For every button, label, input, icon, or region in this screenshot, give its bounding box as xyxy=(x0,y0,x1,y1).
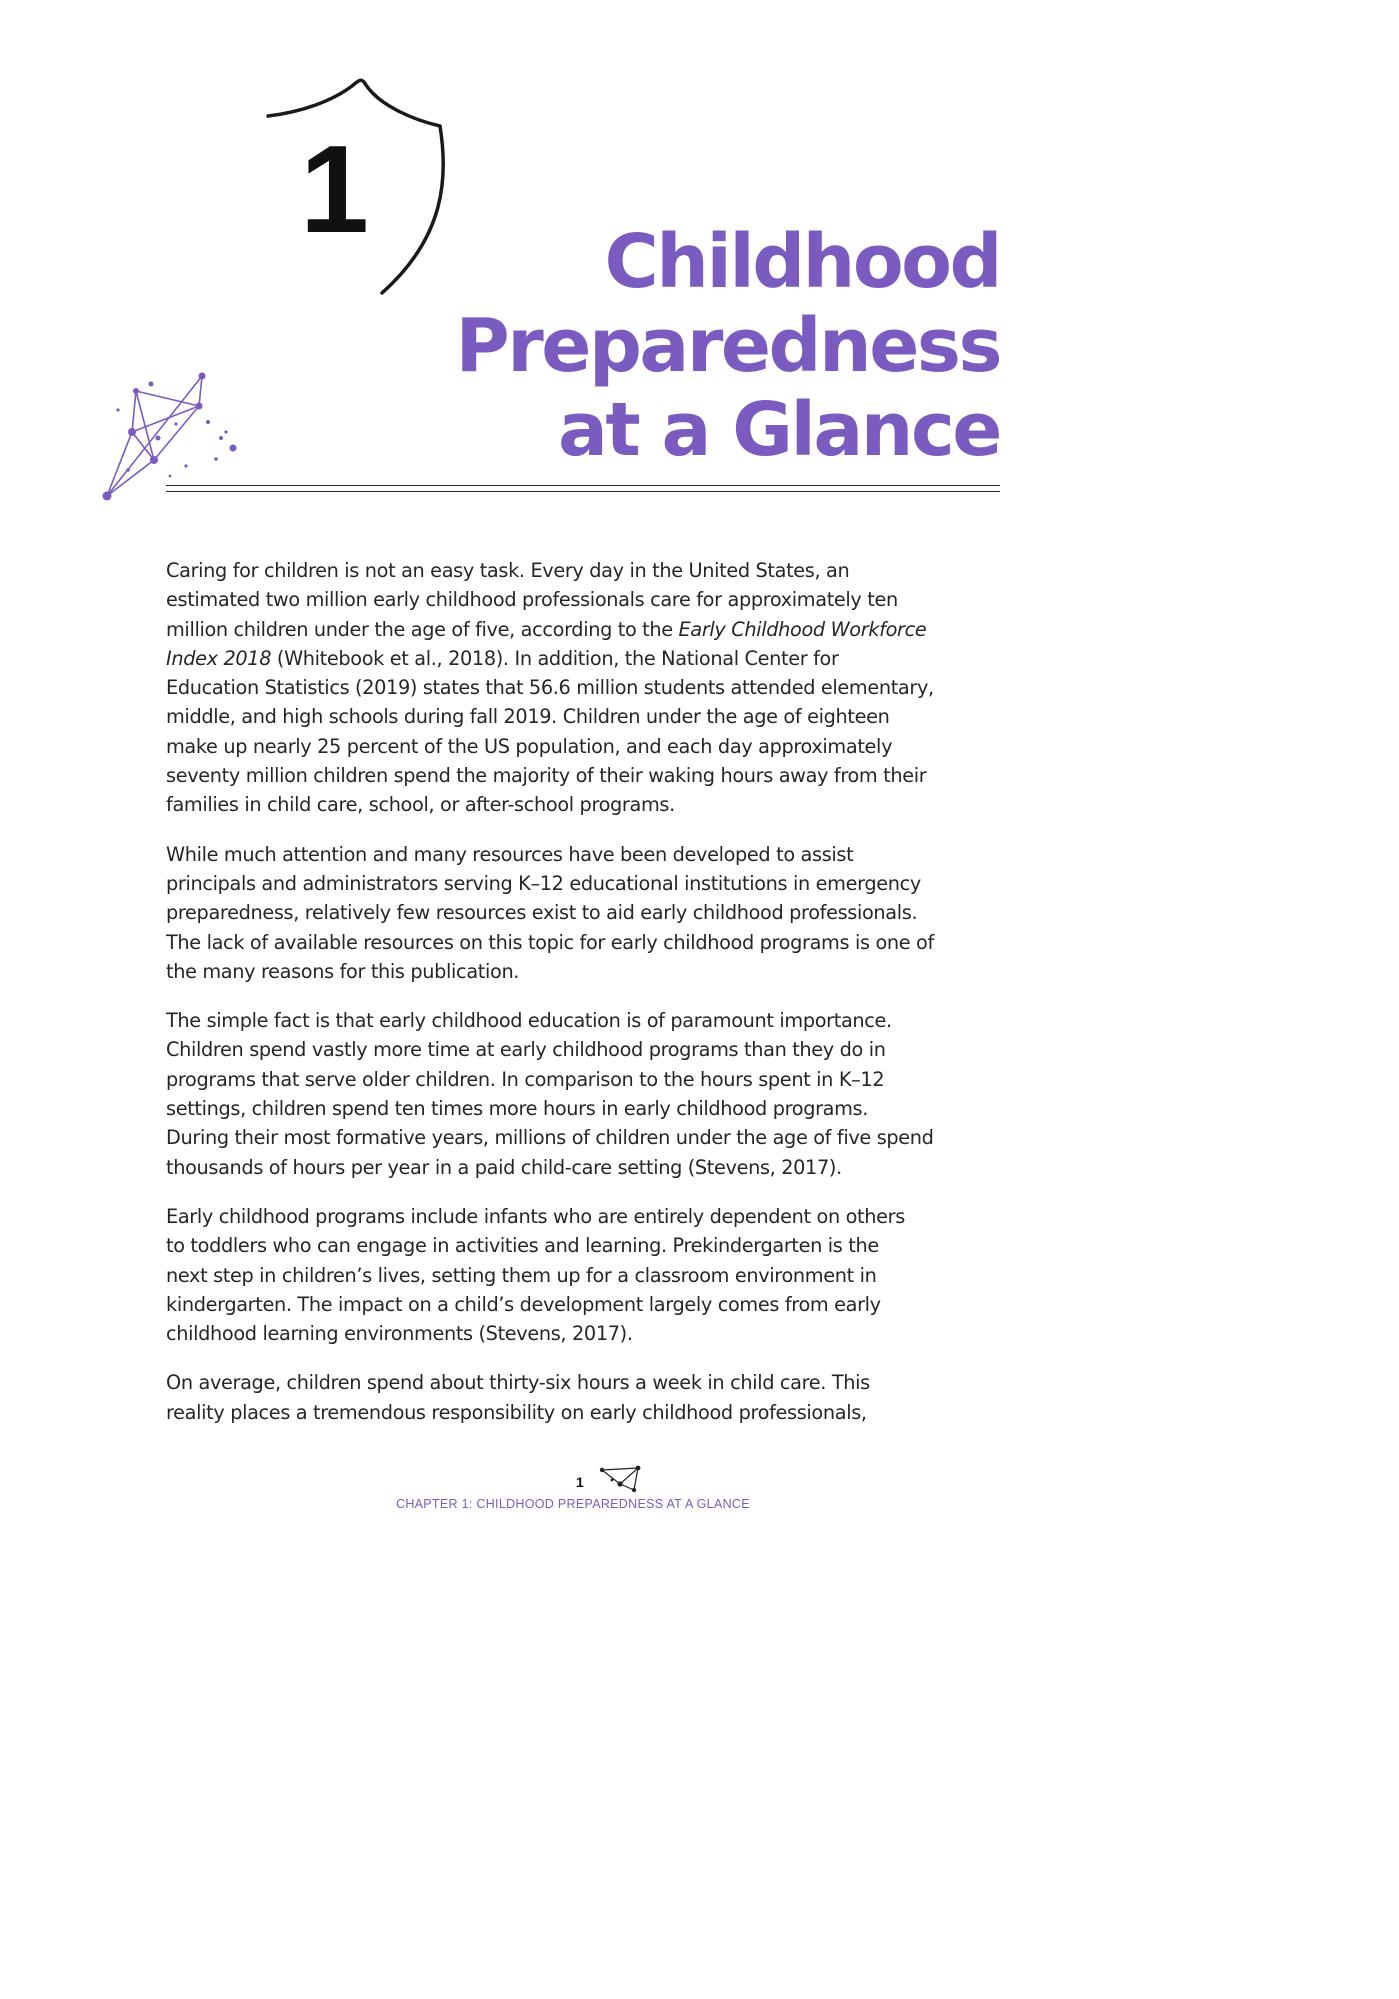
text-line: The lack of available resources on this topic for early childhood programs is one of xyxy=(166,930,934,954)
text-line: principals and administrators serving K–12 educational institutions in emergency xyxy=(166,871,921,895)
text-line: thousands of hours per year in a paid child-care setting (Stevens, 2017). xyxy=(166,1155,842,1179)
paragraph xyxy=(166,840,1008,986)
text-line: preparedness, relatively few resources exist to aid early childhood professionals. xyxy=(166,901,918,925)
chapter-title xyxy=(456,220,1000,472)
paragraph xyxy=(166,1006,1008,1182)
title-rule-bottom xyxy=(166,491,1000,492)
chapter-number: 1 xyxy=(300,121,369,259)
title-rule-top xyxy=(166,485,1000,486)
paragraph xyxy=(166,1202,1008,1348)
constellation-small-icon xyxy=(598,1462,644,1494)
chapter-title-line: Childhood xyxy=(604,219,1000,305)
text-line: next step in children’s lives, setting them up for a classroom environment in xyxy=(166,1263,877,1287)
body-text xyxy=(166,556,1008,1447)
text-line: childhood learning environments (Stevens, 2017). xyxy=(166,1322,633,1346)
text-line: the many reasons for this publication. xyxy=(166,959,520,983)
text-line: million children under the age of five, according to the Early Childhood Workforce xyxy=(166,617,927,641)
paragraph xyxy=(166,1368,1008,1427)
page-number: 1 xyxy=(576,1474,584,1490)
book-title: Early Childhood Workforce xyxy=(678,617,927,641)
text-line: The simple fact is that early childhood education is of paramount importance. xyxy=(166,1009,892,1033)
text-line: Early childhood programs include infants who are entirely dependent on others xyxy=(166,1204,905,1228)
text-line: middle, and high schools during fall 2019. Children under the age of eighteen xyxy=(166,705,890,729)
text-line: estimated two million early childhood professionals care for approximately ten xyxy=(166,588,898,612)
text-line: reality places a tremendous responsibility on early childhood professionals, xyxy=(166,1400,867,1424)
text-line: families in child care, school, or after-school programs. xyxy=(166,793,675,817)
text-line: Children spend vastly more time at early childhood programs than they do in xyxy=(166,1038,886,1062)
text-line: programs that serve older children. In comparison to the hours spent in K–12 xyxy=(166,1067,885,1091)
paragraph xyxy=(166,556,1008,820)
text-line: During their most formative years, millions of children under the age of five spend xyxy=(166,1126,934,1150)
text-line: Education Statistics (2019) states that 56.6 million students attended elementary, xyxy=(166,676,934,700)
text-line: make up nearly 25 percent of the US population, and each day approximately xyxy=(166,734,893,758)
text-line: kindergarten. The impact on a child’s development largely comes from early xyxy=(166,1292,881,1316)
chapter-title-line: Preparedness xyxy=(455,303,1000,389)
text-line: settings, children spend ten times more hours in early childhood programs. xyxy=(166,1097,869,1121)
book-title: Index 2018 xyxy=(166,646,272,670)
text-line: Index 2018 (Whitebook et al., 2018). In addition, the National Center for xyxy=(166,646,839,670)
text-line: seventy million children spend the majority of their waking hours away from their xyxy=(166,764,927,788)
text-line: While much attention and many resources have been developed to assist xyxy=(166,842,854,866)
shield-outline-icon xyxy=(262,76,462,300)
chapter-title-line: at a Glance xyxy=(557,387,1000,473)
running-footer: CHAPTER 1: CHILDHOOD PREPAREDNESS AT A GLANCE xyxy=(396,1497,750,1511)
text-line: On average, children spend about thirty-six hours a week in child care. This xyxy=(166,1371,870,1395)
text-line: Caring for children is not an easy task. Every day in the United States, an xyxy=(166,559,850,582)
text-line: to toddlers who can engage in activities and learning. Prekindergarten is the xyxy=(166,1234,879,1258)
